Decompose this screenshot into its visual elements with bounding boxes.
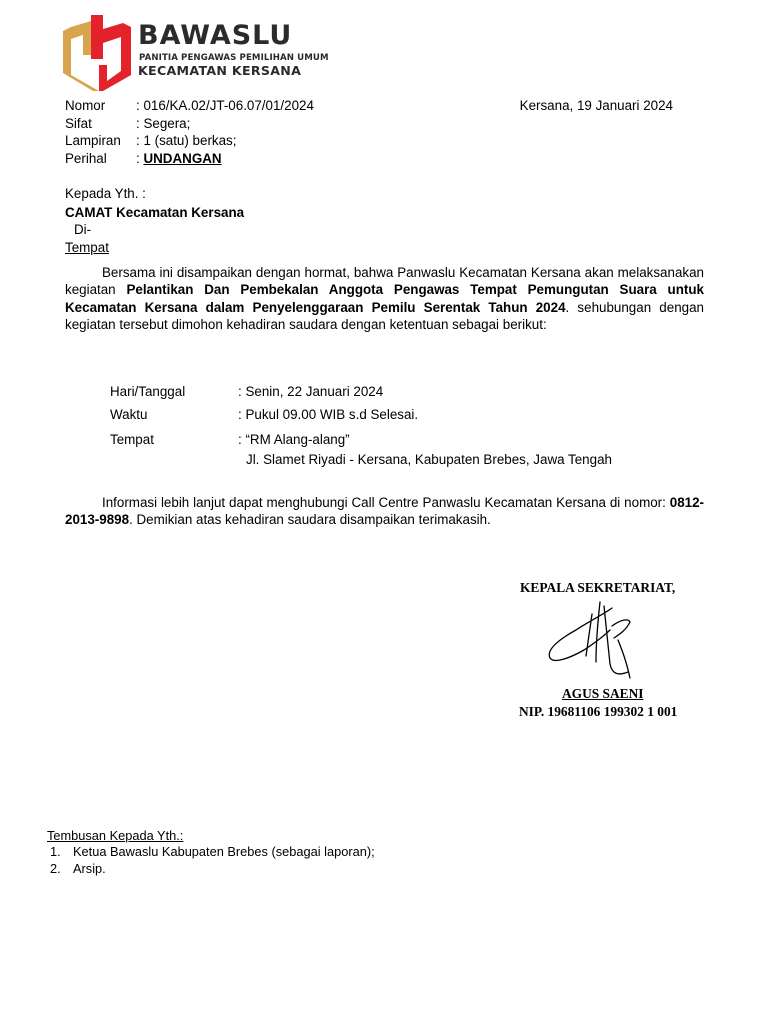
sifat-value: : Segera;: [136, 116, 191, 131]
p2-start: Informasi lebih lanjut dapat menghubungi Call Centre Panwaslu Kecamatan Kersana di nomor:: [102, 495, 670, 510]
recipient-di: Di-: [74, 222, 92, 237]
recipient-tempat: Tempat: [65, 240, 109, 255]
perihal-label: Perihal: [65, 151, 107, 166]
recipient-name: CAMAT Kecamatan Kersana: [65, 205, 245, 220]
list-item-text: Ketua Bawaslu Kabupaten Brebes (sebagai laporan);: [73, 844, 375, 859]
tempat-value: : “RM Alang-alang”: [238, 432, 350, 447]
tembusan-title: Tembusan Kepada Yth.:: [47, 828, 184, 843]
perihal-value: UNDANGAN: [143, 151, 222, 166]
brand-subtitle: PANITIA PENGAWAS PEMILIHAN UMUM: [139, 53, 329, 63]
signature-name: AGUS SAENI: [562, 686, 644, 701]
brand-title: BAWASLU: [138, 20, 293, 51]
tembusan-list: [50, 843, 375, 877]
brand-district: KECAMATAN KERSANA: [138, 63, 302, 78]
bawaslu-logo-icon: [63, 15, 131, 91]
perihal-colon: :: [136, 151, 140, 166]
place-date: Kersana, 19 Januari 2024: [519, 98, 673, 113]
signature-nip: NIP. 19681106 199302 1 001: [519, 704, 678, 719]
lampiran-value: : 1 (satu) berkas;: [136, 133, 237, 148]
list-item-number: 2.: [50, 861, 61, 876]
nomor-value: : 016/KA.02/JT-06.07/01/2024: [136, 98, 314, 113]
waktu-value: : Pukul 09.00 WIB s.d Selesai.: [238, 407, 419, 422]
nomor-label: Nomor: [65, 98, 106, 113]
tempat-address: Jl. Slamet Riyadi - Kersana, Kabupaten Brebes, Jawa Tengah: [246, 452, 612, 467]
p2-end: . Demikian atas kehadiran saudara disampaikan terimakasih.: [129, 512, 491, 528]
list-item: [50, 860, 375, 877]
perihal-value-wrap: [136, 151, 222, 166]
sifat-label: Sifat: [65, 116, 92, 131]
p1-end: . sehubungan dengan kegiatan tersebut dimohon kehadiran saudara dengan ketentuan sebagai berikut:: [65, 299, 704, 333]
body-paragraph-1: [65, 264, 704, 334]
hari-label: Hari/Tanggal: [110, 384, 186, 399]
waktu-label: Waktu: [110, 407, 148, 422]
p1-event: Pelantikan Dan Pembekalan Anggota Pengawas Tempat Pemungutan Suara untuk Kecamatan Kersana dalam Penyelenggaraan Pemilu Serentak Tahun 2024: [65, 282, 704, 315]
recipient-kepada: Kepada Yth. :: [65, 186, 146, 201]
p1-start: Bersama ini disampaikan dengan hormat, bahwa Panwaslu Kecamatan Kersana akan melaksanakan kegiatan: [65, 265, 704, 298]
list-item-text: Arsip.: [73, 861, 106, 876]
tempat-label: Tempat: [110, 432, 154, 447]
signature-title: KEPALA SEKRETARIAT,: [520, 580, 676, 595]
body-paragraph-2: [65, 494, 704, 529]
list-item: [50, 843, 375, 860]
lampiran-label: Lampiran: [65, 133, 121, 148]
handwritten-signature-icon: [540, 600, 640, 682]
list-item-number: 1.: [50, 844, 61, 859]
hari-value: : Senin, 22 Januari 2024: [238, 384, 384, 399]
p2-phone: 0812-2013-9898: [65, 495, 704, 528]
